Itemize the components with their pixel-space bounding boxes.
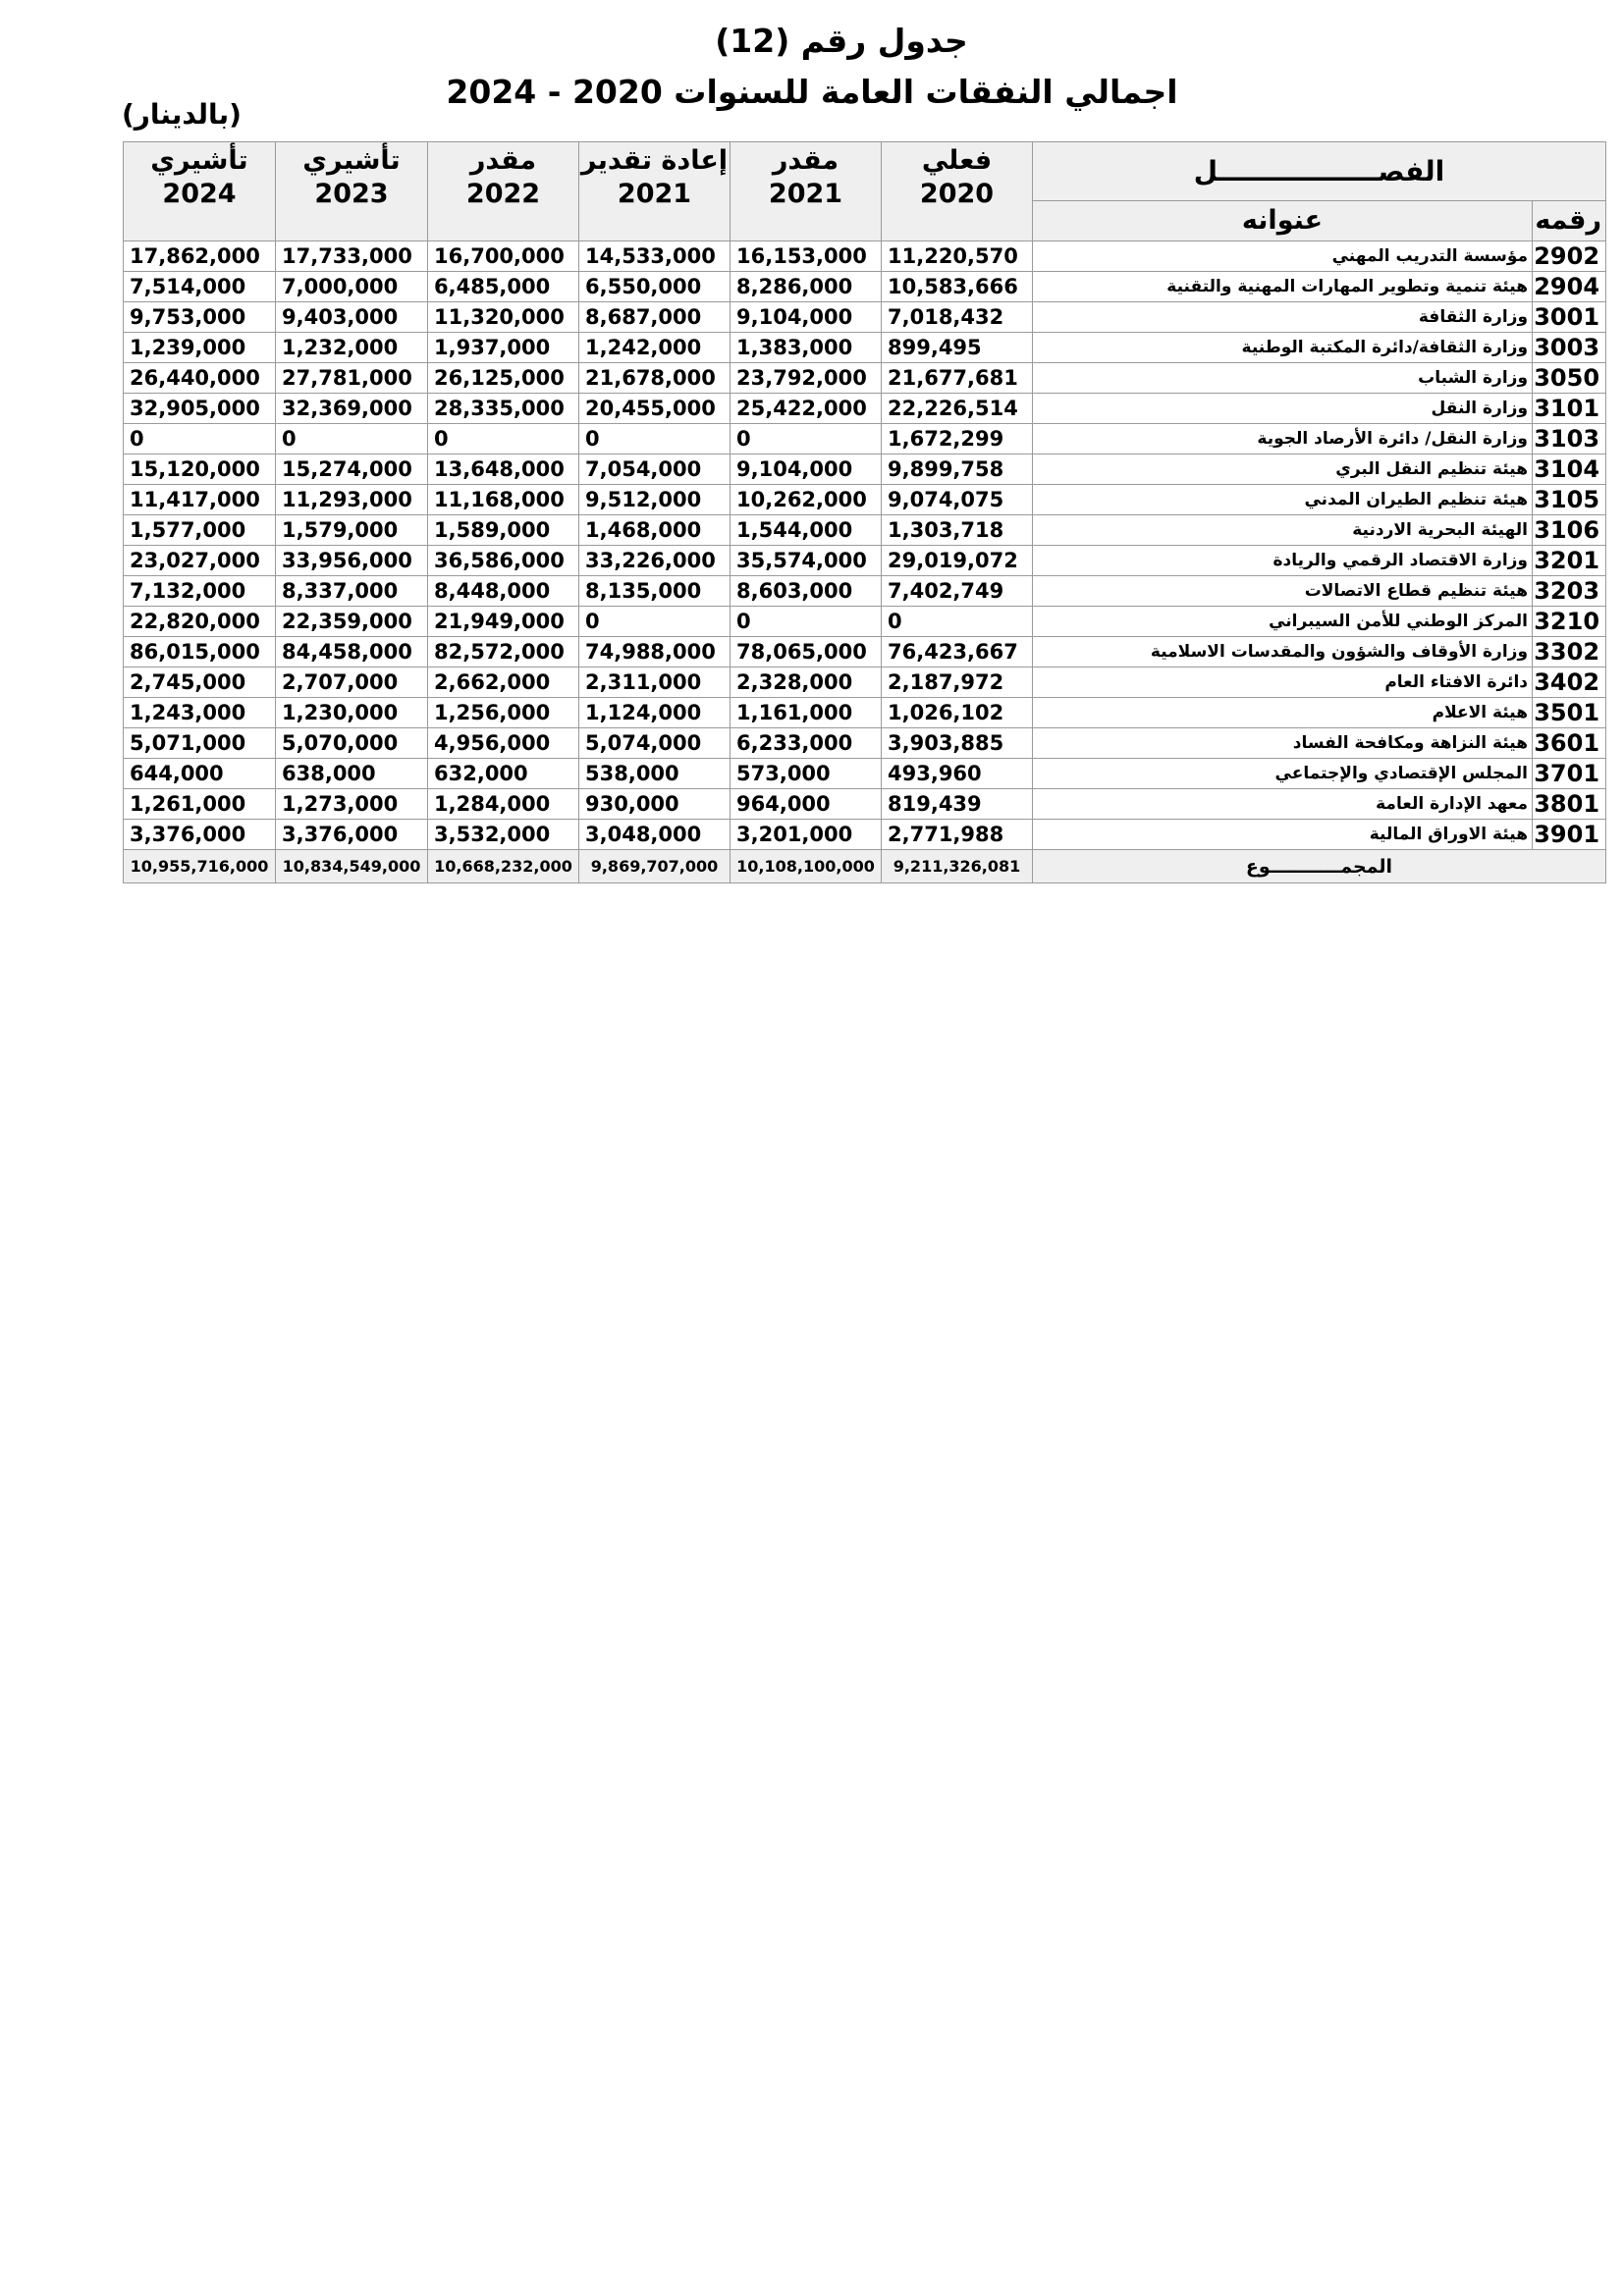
cell-value: 26,125,000 xyxy=(428,363,579,394)
name-column-header: عنوانه xyxy=(1033,200,1533,240)
total-row xyxy=(124,850,1606,883)
cell-value: 2,707,000 xyxy=(276,667,428,698)
cell-value: 86,015,000 xyxy=(124,637,276,667)
cell-value: 0 xyxy=(731,607,882,637)
cell-value: 2,311,000 xyxy=(579,667,731,698)
cell-value: 7,132,000 xyxy=(124,576,276,607)
table-row xyxy=(124,515,1606,546)
chapter-name: الهيئة البحرية الاردنية xyxy=(1033,515,1533,546)
chapter-code: 3801 xyxy=(1533,789,1606,820)
cell-value: 26,440,000 xyxy=(124,363,276,394)
cell-value: 1,303,718 xyxy=(882,515,1033,546)
cell-value: 9,104,000 xyxy=(731,302,882,333)
table-row xyxy=(124,576,1606,607)
cell-value: 11,168,000 xyxy=(428,485,579,515)
cell-value: 17,862,000 xyxy=(124,241,276,272)
chapter-name: هيئة الاعلام xyxy=(1033,698,1533,728)
chapter-code: 3402 xyxy=(1533,667,1606,698)
year-header-estimate-2021: مقدر 2021 xyxy=(731,142,882,241)
cell-value: 1,026,102 xyxy=(882,698,1033,728)
cell-value: 1,230,000 xyxy=(276,698,428,728)
chapter-code: 3701 xyxy=(1533,759,1606,789)
cell-value: 0 xyxy=(428,424,579,454)
currency-unit-label: (بالدينار) xyxy=(122,98,242,131)
table-row xyxy=(124,363,1606,394)
cell-value: 6,550,000 xyxy=(579,272,731,302)
chapter-name: المركز الوطني للأمن السيبراني xyxy=(1033,607,1533,637)
cell-value: 33,226,000 xyxy=(579,546,731,576)
chapter-name: دائرة الافتاء العام xyxy=(1033,667,1533,698)
chapter-code: 3106 xyxy=(1533,515,1606,546)
table-row xyxy=(124,759,1606,789)
cell-value: 15,120,000 xyxy=(124,454,276,485)
year-header-indicative-2023: تأشيري 2023 xyxy=(276,142,428,241)
cell-value: 6,233,000 xyxy=(731,728,882,759)
cell-value: 28,335,000 xyxy=(428,394,579,424)
chapter-code: 3201 xyxy=(1533,546,1606,576)
table-row xyxy=(124,728,1606,759)
cell-value: 5,070,000 xyxy=(276,728,428,759)
cell-value: 17,733,000 xyxy=(276,241,428,272)
chapter-code: 3501 xyxy=(1533,698,1606,728)
chapter-name: وزارة الاقتصاد الرقمي والريادة xyxy=(1033,546,1533,576)
cell-value: 7,018,432 xyxy=(882,302,1033,333)
chapter-name: وزارة الأوقاف والشؤون والمقدسات الاسلامية xyxy=(1033,637,1533,667)
cell-value: 4,956,000 xyxy=(428,728,579,759)
table-row xyxy=(124,394,1606,424)
cell-value: 1,468,000 xyxy=(579,515,731,546)
cell-value: 11,220,570 xyxy=(882,241,1033,272)
cell-value: 11,320,000 xyxy=(428,302,579,333)
cell-value: 6,485,000 xyxy=(428,272,579,302)
chapter-name: هيئة تنمية وتطوير المهارات المهنية والتقنية xyxy=(1033,272,1533,302)
cell-value: 8,603,000 xyxy=(731,576,882,607)
cell-value: 638,000 xyxy=(276,759,428,789)
cell-value: 15,274,000 xyxy=(276,454,428,485)
cell-value: 35,574,000 xyxy=(731,546,882,576)
cell-value: 23,027,000 xyxy=(124,546,276,576)
chapter-name: المجلس الإقتصادي والإجتماعي xyxy=(1033,759,1533,789)
cell-value: 21,949,000 xyxy=(428,607,579,637)
cell-value: 1,383,000 xyxy=(731,333,882,363)
cell-value: 0 xyxy=(276,424,428,454)
chapter-code: 3210 xyxy=(1533,607,1606,637)
chapter-code: 3203 xyxy=(1533,576,1606,607)
cell-value: 632,000 xyxy=(428,759,579,789)
chapter-name: وزارة النقل xyxy=(1033,394,1533,424)
cell-value: 27,781,000 xyxy=(276,363,428,394)
year-header-reestimate-2021: إعادة تقدير 2021 xyxy=(579,142,731,241)
cell-value: 7,402,749 xyxy=(882,576,1033,607)
table-subtitle: اجمالي النفقات العامة للسنوات 2020 - 2024 xyxy=(446,73,1178,111)
chapter-name: وزارة الثقافة xyxy=(1033,302,1533,333)
expenditure-table xyxy=(123,141,1606,883)
cell-value: 8,135,000 xyxy=(579,576,731,607)
table-row xyxy=(124,454,1606,485)
table-row xyxy=(124,302,1606,333)
cell-value: 1,261,000 xyxy=(124,789,276,820)
cell-value: 1,239,000 xyxy=(124,333,276,363)
cell-value: 5,074,000 xyxy=(579,728,731,759)
table-row xyxy=(124,667,1606,698)
cell-value: 1,672,299 xyxy=(882,424,1033,454)
chapter-code: 3105 xyxy=(1533,485,1606,515)
table-row xyxy=(124,485,1606,515)
cell-value: 8,286,000 xyxy=(731,272,882,302)
cell-value: 3,201,000 xyxy=(731,820,882,850)
total-value: 10,108,100,000 xyxy=(731,850,882,883)
chapter-name: وزارة الشباب xyxy=(1033,363,1533,394)
cell-value: 573,000 xyxy=(731,759,882,789)
cell-value: 8,687,000 xyxy=(579,302,731,333)
chapter-name: معهد الإدارة العامة xyxy=(1033,789,1533,820)
chapter-code: 2904 xyxy=(1533,272,1606,302)
chapter-code: 3001 xyxy=(1533,302,1606,333)
table-row xyxy=(124,789,1606,820)
total-value: 10,834,549,000 xyxy=(276,850,428,883)
cell-value: 538,000 xyxy=(579,759,731,789)
cell-value: 13,648,000 xyxy=(428,454,579,485)
cell-value: 7,000,000 xyxy=(276,272,428,302)
cell-value: 84,458,000 xyxy=(276,637,428,667)
cell-value: 493,960 xyxy=(882,759,1033,789)
cell-value: 9,753,000 xyxy=(124,302,276,333)
chapter-name: مؤسسة التدريب المهني xyxy=(1033,241,1533,272)
cell-value: 819,439 xyxy=(882,789,1033,820)
cell-value: 3,376,000 xyxy=(276,820,428,850)
cell-value: 22,820,000 xyxy=(124,607,276,637)
cell-value: 16,700,000 xyxy=(428,241,579,272)
cell-value: 29,019,072 xyxy=(882,546,1033,576)
cell-value: 36,586,000 xyxy=(428,546,579,576)
code-column-header: رقمه xyxy=(1533,200,1606,240)
chapter-name: وزارة الثقافة/دائرة المكتبة الوطنية xyxy=(1033,333,1533,363)
cell-value: 10,583,666 xyxy=(882,272,1033,302)
cell-value: 3,048,000 xyxy=(579,820,731,850)
chapter-name: هيئة النزاهة ومكافحة الفساد xyxy=(1033,728,1533,759)
table-row xyxy=(124,637,1606,667)
cell-value: 1,273,000 xyxy=(276,789,428,820)
chapter-code: 3901 xyxy=(1533,820,1606,850)
total-value: 10,668,232,000 xyxy=(428,850,579,883)
chapter-code: 3050 xyxy=(1533,363,1606,394)
cell-value: 8,448,000 xyxy=(428,576,579,607)
chapter-code: 3101 xyxy=(1533,394,1606,424)
cell-value: 0 xyxy=(882,607,1033,637)
table-row xyxy=(124,698,1606,728)
cell-value: 14,533,000 xyxy=(579,241,731,272)
table-row xyxy=(124,272,1606,302)
table-row xyxy=(124,424,1606,454)
chapter-header: الفصـــــــــــــــــل xyxy=(1033,142,1606,201)
cell-value: 8,337,000 xyxy=(276,576,428,607)
table-row xyxy=(124,820,1606,850)
cell-value: 964,000 xyxy=(731,789,882,820)
chapter-name: وزارة النقل/ دائرة الأرصاد الجوية xyxy=(1033,424,1533,454)
cell-value: 9,104,000 xyxy=(731,454,882,485)
total-value: 9,869,707,000 xyxy=(579,850,731,883)
chapter-code: 3104 xyxy=(1533,454,1606,485)
cell-value: 1,937,000 xyxy=(428,333,579,363)
chapter-name: هيئة تنظيم الطيران المدني xyxy=(1033,485,1533,515)
cell-value: 20,455,000 xyxy=(579,394,731,424)
cell-value: 22,226,514 xyxy=(882,394,1033,424)
cell-value: 25,422,000 xyxy=(731,394,882,424)
cell-value: 10,262,000 xyxy=(731,485,882,515)
cell-value: 9,512,000 xyxy=(579,485,731,515)
cell-value: 7,514,000 xyxy=(124,272,276,302)
cell-value: 899,495 xyxy=(882,333,1033,363)
table-row xyxy=(124,333,1606,363)
cell-value: 0 xyxy=(124,424,276,454)
cell-value: 21,678,000 xyxy=(579,363,731,394)
cell-value: 21,677,681 xyxy=(882,363,1033,394)
cell-value: 1,232,000 xyxy=(276,333,428,363)
table-row xyxy=(124,607,1606,637)
cell-value: 16,153,000 xyxy=(731,241,882,272)
cell-value: 930,000 xyxy=(579,789,731,820)
cell-value: 0 xyxy=(579,424,731,454)
cell-value: 2,745,000 xyxy=(124,667,276,698)
table-row xyxy=(124,241,1606,272)
cell-value: 33,956,000 xyxy=(276,546,428,576)
cell-value: 32,905,000 xyxy=(124,394,276,424)
chapter-name: هيئة تنظيم قطاع الاتصالات xyxy=(1033,576,1533,607)
chapter-code: 3103 xyxy=(1533,424,1606,454)
cell-value: 78,065,000 xyxy=(731,637,882,667)
cell-value: 0 xyxy=(579,607,731,637)
total-value: 10,955,716,000 xyxy=(124,850,276,883)
cell-value: 644,000 xyxy=(124,759,276,789)
cell-value: 1,579,000 xyxy=(276,515,428,546)
cell-value: 2,187,972 xyxy=(882,667,1033,698)
cell-value: 2,328,000 xyxy=(731,667,882,698)
table-row xyxy=(124,546,1606,576)
cell-value: 74,988,000 xyxy=(579,637,731,667)
chapter-code: 3302 xyxy=(1533,637,1606,667)
year-header-indicative-2024: تأشيري 2024 xyxy=(124,142,276,241)
cell-value: 5,071,000 xyxy=(124,728,276,759)
chapter-name: هيئة تنظيم النقل البري xyxy=(1033,454,1533,485)
year-header-actual-2020: فعلي 2020 xyxy=(882,142,1033,241)
cell-value: 76,423,667 xyxy=(882,637,1033,667)
chapter-code: 3601 xyxy=(1533,728,1606,759)
cell-value: 9,074,075 xyxy=(882,485,1033,515)
total-label: المجمـــــــــــوع xyxy=(1033,850,1606,883)
cell-value: 3,376,000 xyxy=(124,820,276,850)
cell-value: 23,792,000 xyxy=(731,363,882,394)
total-value: 9,211,326,081 xyxy=(882,850,1033,883)
cell-value: 2,662,000 xyxy=(428,667,579,698)
cell-value: 22,359,000 xyxy=(276,607,428,637)
cell-value: 1,589,000 xyxy=(428,515,579,546)
cell-value: 1,577,000 xyxy=(124,515,276,546)
cell-value: 3,532,000 xyxy=(428,820,579,850)
cell-value: 11,293,000 xyxy=(276,485,428,515)
cell-value: 9,403,000 xyxy=(276,302,428,333)
chapter-code: 3003 xyxy=(1533,333,1606,363)
cell-value: 11,417,000 xyxy=(124,485,276,515)
cell-value: 2,771,988 xyxy=(882,820,1033,850)
cell-value: 1,243,000 xyxy=(124,698,276,728)
cell-value: 1,161,000 xyxy=(731,698,882,728)
cell-value: 1,256,000 xyxy=(428,698,579,728)
cell-value: 1,284,000 xyxy=(428,789,579,820)
cell-value: 7,054,000 xyxy=(579,454,731,485)
chapter-name: هيئة الاوراق المالية xyxy=(1033,820,1533,850)
cell-value: 1,124,000 xyxy=(579,698,731,728)
cell-value: 0 xyxy=(731,424,882,454)
chapter-code: 2902 xyxy=(1533,241,1606,272)
cell-value: 82,572,000 xyxy=(428,637,579,667)
cell-value: 1,242,000 xyxy=(579,333,731,363)
cell-value: 32,369,000 xyxy=(276,394,428,424)
year-header-estimate-2022: مقدر 2022 xyxy=(428,142,579,241)
cell-value: 1,544,000 xyxy=(731,515,882,546)
cell-value: 3,903,885 xyxy=(882,728,1033,759)
table-number-title: جدول رقم (12) xyxy=(715,22,968,60)
cell-value: 9,899,758 xyxy=(882,454,1033,485)
